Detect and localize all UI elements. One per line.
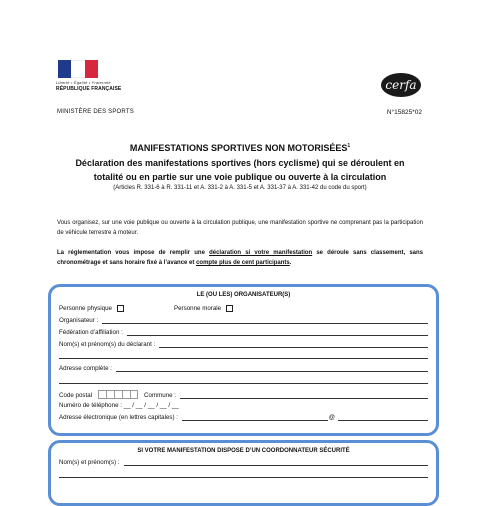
commune-field[interactable] — [180, 392, 428, 399]
commune-label: Commune : — [144, 392, 177, 399]
security-names-row — [59, 459, 428, 466]
federation-row — [59, 329, 428, 336]
security-coordinator-section — [48, 440, 439, 506]
ministry-name: MINISTÈRE DES SPORTS — [57, 109, 134, 115]
postal-code-boxes[interactable] — [98, 390, 138, 399]
organizer-section — [48, 284, 439, 436]
address-field[interactable] — [116, 365, 428, 372]
security-heading: SI VOTRE MANIFESTATION DISPOSE D’UN COORDONNATEUR SÉCURITÉ — [137, 448, 350, 454]
declarant-field-line2[interactable] — [59, 358, 428, 359]
organizer-field[interactable] — [102, 317, 428, 324]
federation-label: Fédération d’affiliation : — [59, 329, 123, 336]
form-title: MANIFESTATIONS SPORTIVES NON MOTORISÉES$^1$ — [129, 143, 351, 153]
legal-articles: (Articles R. 331-6 à R. 331-11 et A. 331-2 à A. 331-5 et A. 331-37 à A. 331-42 du code du sport) — [113, 185, 367, 191]
security-names-field[interactable] — [124, 459, 428, 466]
organizer-heading: LE (OU LES) ORGANISATEUR(S) — [196, 292, 291, 298]
regulation-paragraph: La réglementation vous impose de remplir une déclaration si votre manifestation se déroule sans classement, sans chronométrage et sans horaire fixé à l’avance et compte plus de cent participants. — [57, 250, 423, 266]
security-names-label: Nom(s) et prénom(s) : — [59, 459, 120, 466]
organizer-label: Organisateur : — [59, 317, 99, 324]
email-row — [59, 414, 428, 421]
organizer-row — [59, 317, 428, 324]
footnote-mark: 1 — [347, 143, 351, 149]
republic-name: RÉPUBLIQUE FRANÇAISE — [56, 86, 122, 92]
person-type-row — [59, 305, 428, 312]
email-user-field[interactable] — [182, 414, 328, 421]
phone-field[interactable]: Numéro de téléphone : __ / __ / __ / __ / __ — [59, 402, 179, 409]
physical-person-checkbox[interactable] — [117, 305, 124, 312]
email-label: Adresse électronique (en lettres capitales) : — [59, 414, 178, 421]
at-sign: @ — [328, 414, 335, 421]
phone-row — [59, 402, 428, 409]
email-domain-field[interactable] — [338, 414, 428, 421]
intro-paragraph: Vous organisez, sur une voie publique ou ouverte à la circulation publique, une manifestation sportive ne comprenant pas la participation de véhicule terrestre à moteur. — [57, 220, 423, 236]
cerfa-number: N°15825*02 — [386, 109, 422, 116]
moral-person-checkbox[interactable] — [226, 305, 233, 312]
republic-motto: Liberté • Égalité • Fraternité — [56, 80, 111, 85]
address-label: Adresse complète : — [59, 365, 112, 372]
federation-field[interactable] — [127, 329, 428, 336]
declarant-row — [59, 341, 428, 348]
republique-francaise-flag-logo — [58, 60, 98, 78]
declarant-label: Nom(s) et prénom(s) du déclarant : — [59, 341, 156, 348]
form-subtitle: Déclaration des manifestations sportives (hors cyclisme) qui se déroulent en totalité ou en partie sur une voie publique ou ouverte à la circulation — [75, 158, 405, 182]
security-names-field-line2[interactable] — [59, 477, 428, 478]
postal-code-label: Code postal — [59, 392, 93, 399]
address-row — [59, 365, 428, 372]
declarant-field[interactable] — [159, 341, 428, 348]
cerfa-logo: cerfa — [381, 73, 421, 97]
postal-commune-row — [59, 390, 428, 399]
address-field-line2[interactable] — [59, 383, 428, 384]
physical-person-label: Personne physique — [59, 305, 112, 312]
moral-person-label: Personne morale — [173, 305, 222, 312]
